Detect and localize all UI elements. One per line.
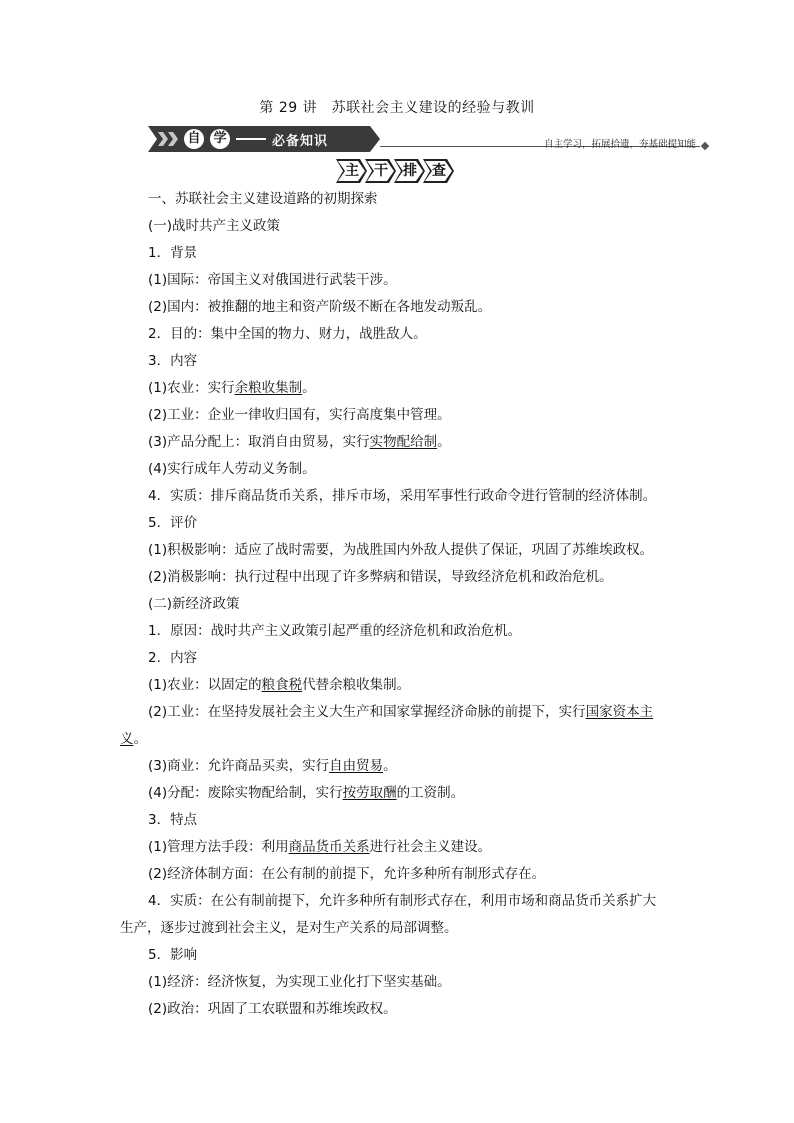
paragraph-line: (1)积极影响：适应了战时需要，为战胜国内外敌人提供了保证，巩固了苏维埃政权。 [148,542,654,558]
text-span: (2)工业：在坚持发展社会主义大生产和国家掌握经济命脉的前提下，实行 [148,704,586,720]
text-span: (1)农业：实行 [148,380,235,396]
text-span: (3)产品分配上：取消自由贸易，实行 [148,434,370,450]
tag-label: 干 [374,163,388,179]
subsection-heading: (一)战时共产主义政策 [148,218,281,234]
text-span: (1)管理方法手段：利用 [148,839,289,855]
paragraph-line [120,729,680,756]
key-term: 义 [120,731,134,747]
section-banner [148,126,710,152]
text-span: 。 [302,380,316,396]
item-heading: 2．内容 [148,650,198,666]
paragraph-line: (2)消极影响：执行过程中出现了许多弊病和错误，导致经济危机和政治危机。 [148,569,613,585]
banner-dash [236,138,266,140]
paragraph-line [120,837,680,864]
key-term: 自由贸易 [329,758,384,774]
key-term: 粮食税 [261,677,303,693]
paragraph-line: 2．目的：集中全国的物力、财力，战胜敌人。 [148,326,427,342]
banner-char-xue: 学 [210,129,230,149]
paragraph-line: 4．实质：在公有制前提下，允许多种所有制形式存在，利用市场和商品货币关系扩大 [148,893,657,909]
paragraph-line: (2)工业：企业一律收归国有，实行高度集中管理。 [148,407,451,423]
key-term: 按劳取酬 [342,785,397,801]
text-span: (3)商业：允许商品买卖，实行 [148,758,330,774]
item-heading: 3．特点 [148,812,198,828]
key-term: 实物配给制 [369,434,438,450]
banner-char-zi: 自 [184,129,204,149]
paragraph-line [120,756,680,783]
text-span: (1)农业：以固定的 [148,677,262,693]
page-title: 第 29 讲 苏联社会主义建设的经验与教训 [259,100,535,116]
paragraph-line: (4)实行成年人劳动义务制。 [148,461,316,477]
paragraph-line: 4．实质：排斥商品货币关系，排斥市场，采用军事性行政命令进行管制的经济体制。 [148,488,657,504]
paragraph-line: (2)经济体制方面：在公有制的前提下，允许多种所有制形式存在。 [148,866,546,882]
paragraph-line [120,378,680,405]
text-span: 进行社会主义建设。 [369,839,492,855]
text-span: (4)分配：废除实物配给制，实行 [148,785,343,801]
tag-pai [394,159,425,183]
paragraph-line [120,432,680,459]
paragraph-line [120,783,680,810]
text-span: 代替余粮收集制。 [302,677,411,693]
paragraph-line: (1)国际：帝国主义对俄国进行武装干涉。 [148,272,397,288]
subsection-heading: (二)新经济政策 [148,596,240,612]
tag-cha [423,159,454,183]
diamond-icon [701,142,709,150]
item-heading: 5．影响 [148,947,198,963]
main-content [120,189,680,1026]
banner-right-text: 自主学习，拓展拾遗，夯基础提知能 [543,139,696,150]
text-span: 。 [133,731,147,747]
paragraph-line [120,702,680,729]
item-heading: 3．内容 [148,353,198,369]
paragraph-line: (2)国内：被推翻的地主和资产阶级不断在各地发动叛乱。 [148,299,492,315]
paragraph-line: (2)政治：巩固了工农联盟和苏维埃政权。 [148,1001,397,1017]
text-span: 。 [383,758,397,774]
tag-label: 排 [403,163,417,179]
paragraph-line [120,675,680,702]
item-heading: 1．背景 [148,245,198,261]
paragraph-line: 1．原因：战时共产主义政策引起严重的经济危机和政治危机。 [148,623,522,639]
tag-gan [365,159,396,183]
paragraph-line: 生产，逐步过渡到社会主义，是对生产关系的局部调整。 [120,920,458,936]
banner-subtitle: 必备知识 [272,134,329,149]
key-term: 国家资本主 [585,704,654,720]
tag-label: 主 [345,163,359,179]
tag-label: 查 [432,163,446,179]
text-span: 的工资制。 [396,785,465,801]
section-heading-1: 一、苏联社会主义建设道路的初期探索 [148,191,378,207]
paragraph-line: (1)经济：经济恢复，为实现工业化打下坚实基础。 [148,974,451,990]
text-span: 。 [437,434,451,450]
key-term: 商品货币关系 [288,839,370,855]
key-term: 余粮收集制 [234,380,303,396]
tag-zhu [336,159,367,183]
item-heading: 5．评价 [148,515,198,531]
